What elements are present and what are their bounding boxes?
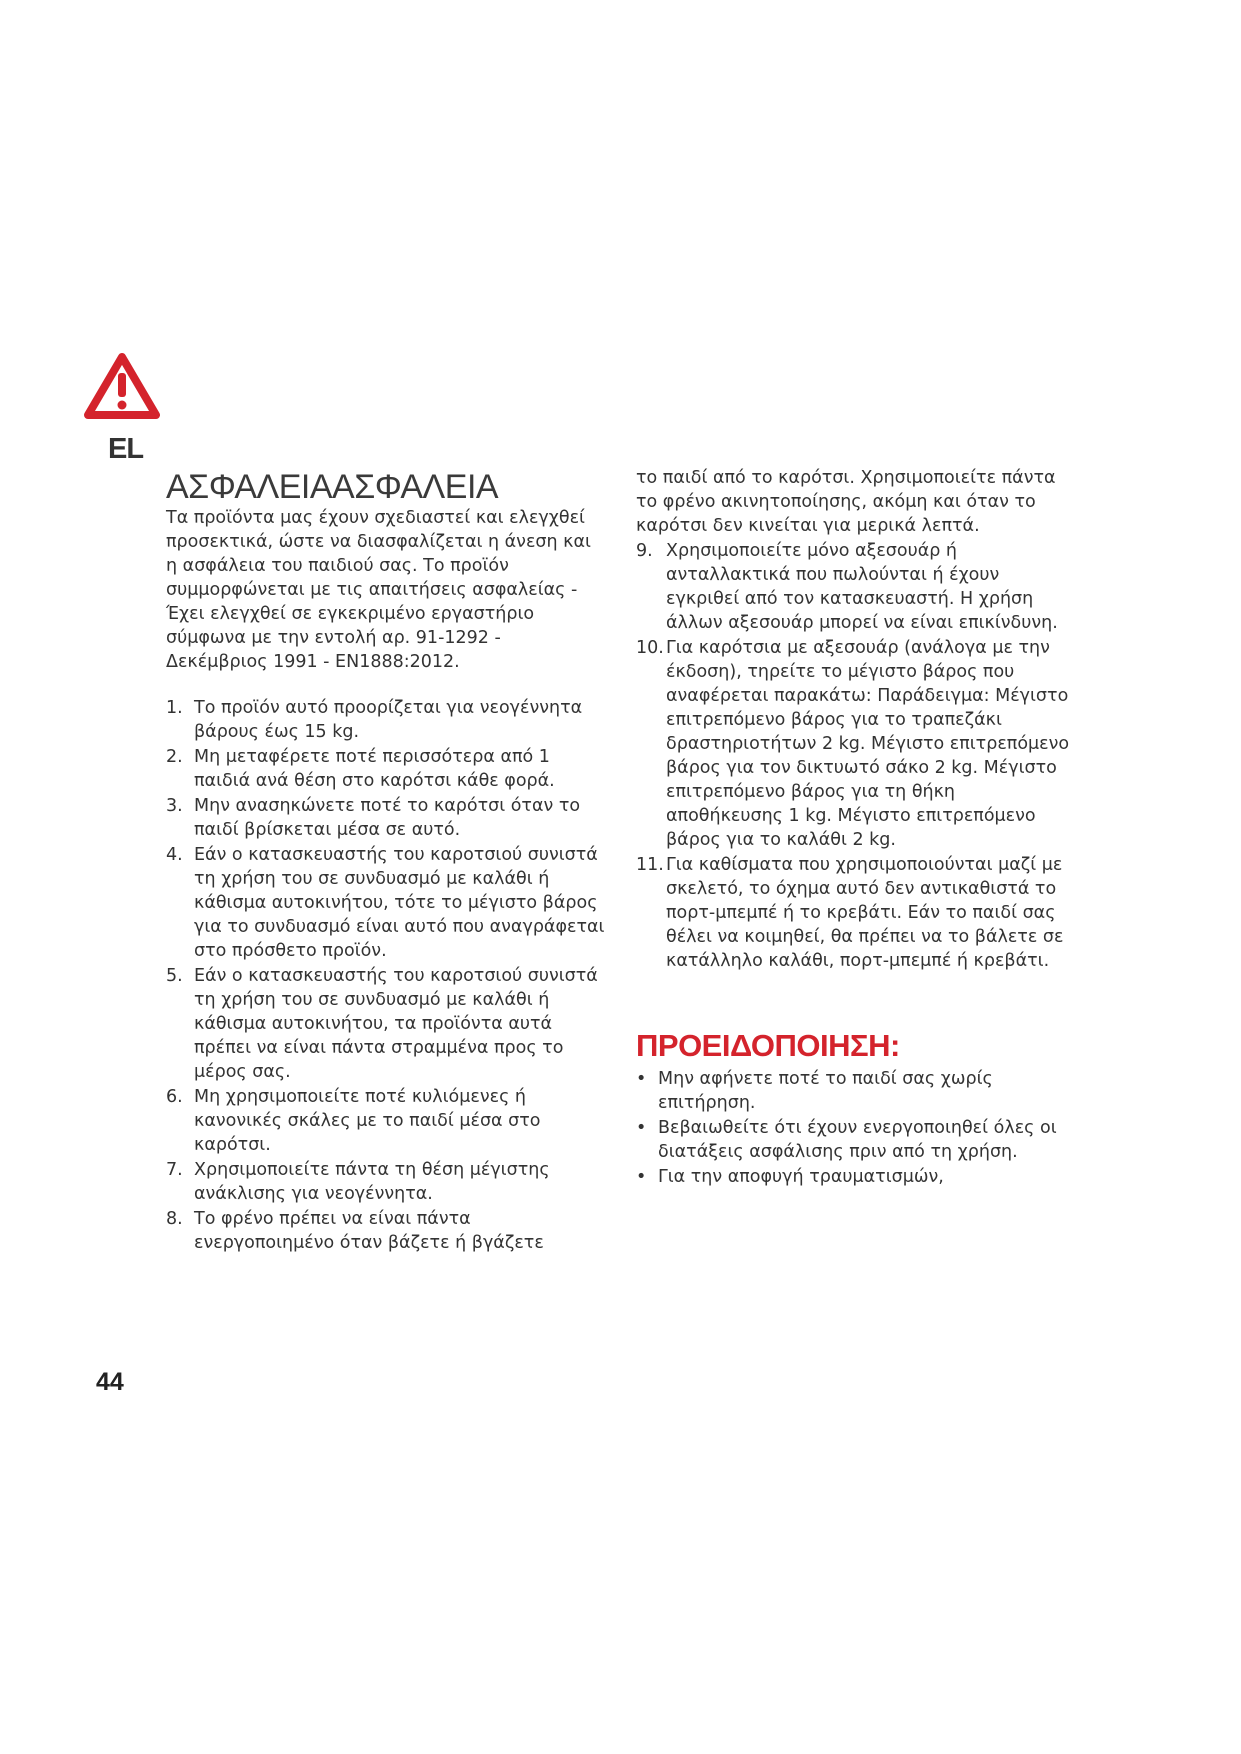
item-text: Το φρένο πρέπει να είναι πάντα ενεργοποιημένο όταν βάζετε ή βγάζετε: [194, 1209, 544, 1253]
item-text: Για καθίσματα που χρησιμοποιούνται μαζί με σκελετό, το όχημα αυτό δεν αντικαθιστά το πορτ-μπεμπέ ή το κρεβάτι. Εάν το παιδί σας θέλει να κοιμηθεί, θα πρέπει να το βάλετε σε κατάλληλο καλάθι, πορτ-μπεμπέ ή κρεβάτι.: [666, 855, 1064, 971]
item-text: Εάν ο κατασκευαστής του καροτσιού συνιστά τη χρήση του σε συνδυασμό με καλάθι ή κάθισμα αυτοκινήτου, τα προϊόντα αυτά πρέπει να είναι πάντα στραμμένα προς το μέρος σας.: [194, 966, 598, 1082]
bullet-text: Για την αποφυγή τραυματισμών,: [658, 1167, 944, 1187]
item-text: Το προϊόν αυτό προορίζεται για νεογέννητα βάρους έως 15 kg.: [194, 698, 583, 742]
intro-paragraph: Τα προϊόντα μας έχουν σχεδιαστεί και ελεγχθεί προσεκτικά, ώστε να διασφαλίζεται η άνεση και η ασφάλεια του παιδιού σας. Το προϊόν συμμορφώνεται με τις απαιτήσεις ασφαλείας - Έχει ελεγχθεί σε εγκεκριμένο εργαστήριο σύμφωνα με την εντολή αρ. 91-1292 - Δεκέμβριος 1991 - EN1888:2012.: [166, 508, 591, 672]
item-text: Μη μεταφέρετε ποτέ περισσότερα από 1 παιδιά ανά θέση στο καρότσι κάθε φορά.: [194, 747, 555, 791]
item-number: 7.: [166, 1160, 183, 1180]
bullet-item: [636, 1116, 1076, 1164]
bullet-text: Μην αφήνετε ποτέ το παιδί σας χωρίς επιτήρηση.: [658, 1069, 993, 1113]
warning-triangle-icon: [82, 351, 162, 423]
item-number: 1.: [166, 698, 183, 718]
bullet-dot: •: [636, 1118, 647, 1138]
safety-list-left: [166, 696, 606, 1255]
list-item: [636, 853, 1076, 973]
page-number: 44: [96, 1368, 124, 1396]
item-number: 10.: [636, 638, 664, 658]
warning-title: ΠΡΟΕΙΔΟΠΟΙΗΣΗ:: [636, 1028, 900, 1063]
bullet-item: [636, 1067, 1076, 1115]
list-item: [636, 539, 1076, 635]
list-item: [166, 745, 606, 793]
list-item: [636, 636, 1076, 852]
bullet-dot: •: [636, 1069, 647, 1089]
safety-list-right: [636, 539, 1076, 973]
item-text: Χρησιμοποιείτε μόνο αξεσουάρ ή ανταλλακτικά που πωλούνται ή έχουν εγκριθεί από τον κατασκευαστή. Η χρήση άλλων αξεσουάρ μπορεί να είναι επικίνδυνη.: [666, 541, 1058, 633]
item-number: 2.: [166, 747, 183, 767]
item-text: Εάν ο κατασκευαστής του καροτσιού συνιστά τη χρήση του σε συνδυασμό με καλάθι ή κάθισμα αυτοκινήτου, τότε το μέγιστο βάρος για το συνδυασμό είναι αυτό που αναγράφεται στο πρόσθετο προϊόν.: [194, 845, 605, 961]
section-title: ΑΣΦΑΛΕΙΑΑΣΦΑΛΕΙΑ: [166, 468, 499, 506]
bullet-dot: •: [636, 1167, 647, 1187]
item-number: 9.: [636, 541, 653, 561]
list-item: [166, 696, 606, 744]
item-text: Μην ανασηκώνετε ποτέ το καρότσι όταν το παιδί βρίσκεται μέσα σε αυτό.: [194, 796, 581, 840]
list-item: [166, 794, 606, 842]
item-text: Μη χρησιμοποιείτε ποτέ κυλιόμενες ή κανονικές σκάλες με το παιδί μέσα στο καρότσι.: [194, 1087, 541, 1155]
language-code: EL: [108, 433, 144, 465]
warning-bullets: [636, 1067, 1076, 1189]
bullet-text: Βεβαιωθείτε ότι έχουν ενεργοποιηθεί όλες οι διατάξεις ασφάλισης πριν από τη χρήση.: [658, 1118, 1057, 1162]
item-number: 3.: [166, 796, 183, 816]
list-item: [166, 843, 606, 963]
list-item: [166, 1158, 606, 1206]
list-item: [166, 964, 606, 1084]
item-number: 8.: [166, 1209, 183, 1229]
item-number: 5.: [166, 966, 183, 986]
item-number: 4.: [166, 845, 183, 865]
list-item: [166, 1085, 606, 1157]
item-text: Για καρότσια με αξεσουάρ (ανάλογα με την έκδοση), τηρείτε το μέγιστο βάρος που αναφέρεται παρακάτω: Παράδειγμα: Μέγιστο επιτρεπόμενο βάρος για το τραπεζάκι δραστηριοτήτων 2 kg. Μέγιστο επιτρεπόμενο βάρος για τον δικτυωτό σάκο 2 kg. Μέγιστο επιτρεπόμενο βάρος για τη θήκη αποθήκευσης 1 kg. Μέγιστο επιτρεπόμενο βάρος για το καλάθι 2 kg.: [666, 638, 1070, 850]
continued-text: το παιδί από το καρότσι. Χρησιμοποιείτε πάντα το φρένο ακινητοποίησης, ακόμη και όταν το καρότσι δεν κινείται για μερικά λεπτά.: [636, 468, 1056, 536]
right-column: [636, 466, 1076, 1190]
item-text: Χρησιμοποιείτε πάντα τη θέση μέγιστης ανάκλισης για νεογέννητα.: [194, 1160, 550, 1204]
left-column: [166, 468, 606, 1256]
item-number: 11.: [636, 855, 664, 875]
item-number: 6.: [166, 1087, 183, 1107]
list-item: [166, 1207, 606, 1255]
bullet-item: [636, 1165, 1076, 1189]
